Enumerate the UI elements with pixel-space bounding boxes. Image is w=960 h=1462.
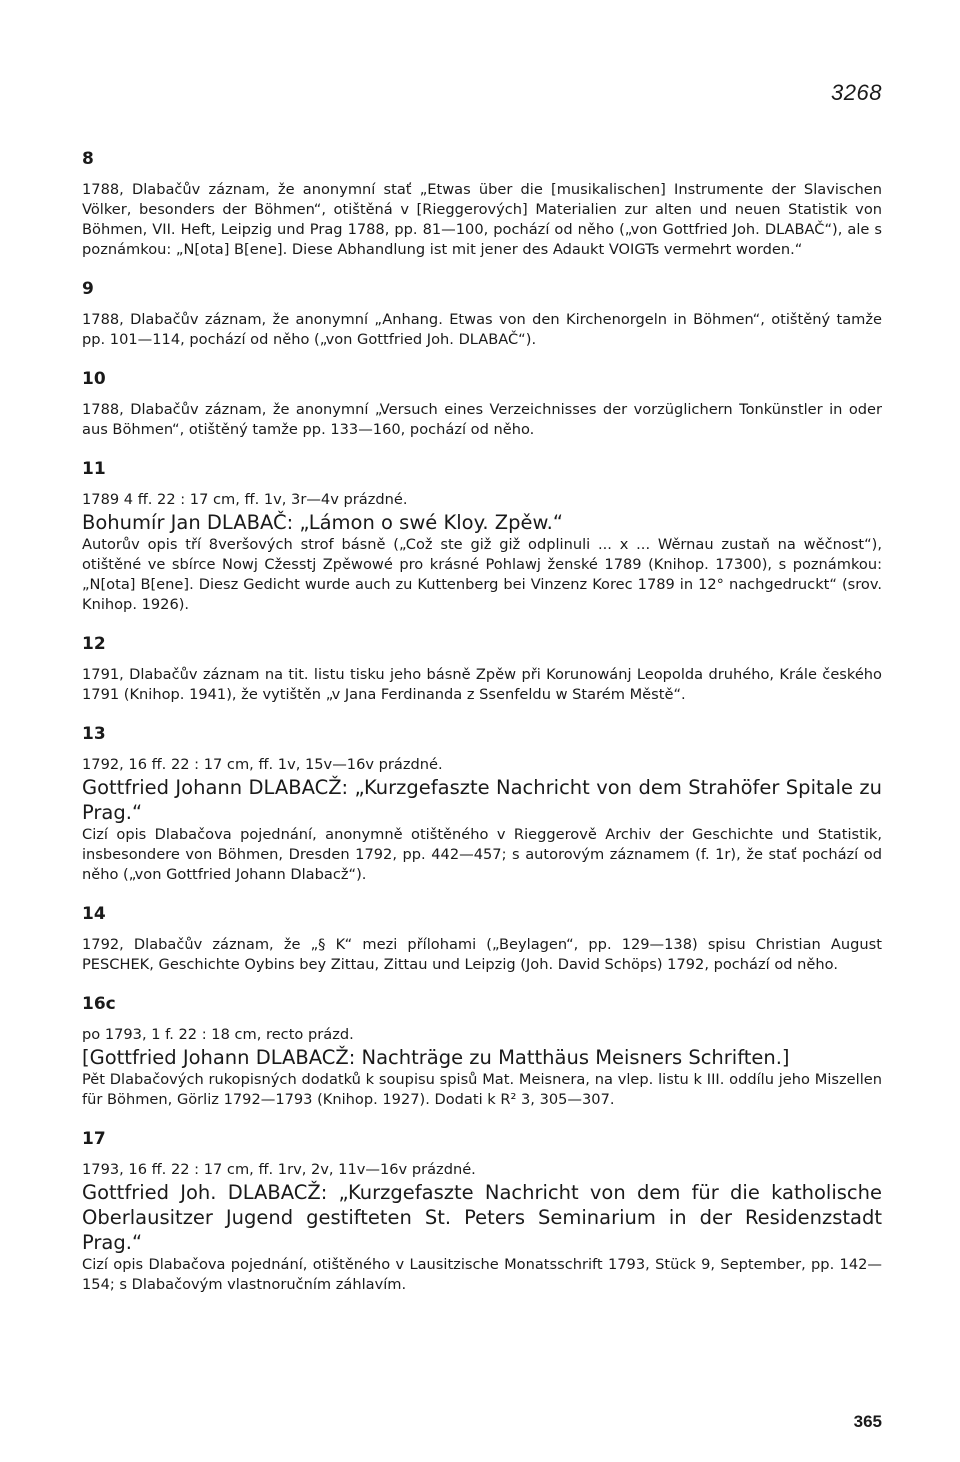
entry-description: Cizí opis Dlabačova pojednání, otištěného v Lausitzische Monatsschrift 1793, Stück 9, September, pp. 142—154; s Dlabačovým vlastnoručním záhlavím. <box>82 1256 882 1293</box>
page-number: 365 <box>853 1412 882 1431</box>
entry-number: 8 <box>82 149 94 169</box>
entry-12 <box>82 633 882 705</box>
entry-title: Gottfried Johann DLABACŽ: „Kurzgefaszte Nachricht von dem Strahöfer Spitale zu Prag.“ <box>82 776 882 824</box>
entry-meta: 1788, Dlabačův záznam, že anonymní „Anhang. Etwas von den Kirchenorgeln in Böhmen“, otištěný tamže pp. 101—114, pochází od něho („von Gottfried Joh. DLABAČ“). <box>82 311 882 348</box>
entry-number: 12 <box>82 634 106 654</box>
entry-title: Bohumír Jan DLABAČ: „Lámon o swé Kloy. Zpěw.“ <box>82 511 563 534</box>
entry-number: 17 <box>82 1129 106 1149</box>
entry-meta: 1791, Dlabačův záznam na tit. listu tisku jeho básně Zpěw při Korunowánj Leopolda druhého, Krále českého 1791 (Knihop. 1941), že vytištěn „v Jana Ferdinanda z Ssenfeldu w Starém Městě“. <box>82 666 882 703</box>
entries-list <box>82 148 882 1295</box>
catalog-number: 3268 <box>831 80 882 105</box>
entry-meta: 1793, 16 ff. 22 : 17 cm, ff. 1rv, 2v, 11v—16v prázdné. <box>82 1161 476 1178</box>
entry-11 <box>82 458 882 615</box>
entry-meta: po 1793, 1 f. 22 : 18 cm, recto prázd. <box>82 1026 354 1043</box>
entry-13 <box>82 723 882 885</box>
entry-title: Gottfried Joh. DLABACŽ: „Kurzgefaszte Nachricht von dem für die katholische Oberlausitzer Jugend gestifteten St. Peters Seminarium in der Residenzstadt Prag.“ <box>82 1181 882 1254</box>
entry-meta: 1792, Dlabačův záznam, že „§ K“ mezi přílohami („Beylagen“, pp. 129—138) spisu Christian August PESCHEK, Geschichte Oybins bey Zittau, Zittau und Leipzig (Joh. David Schöps) 1792, pochází od něho. <box>82 936 882 973</box>
entry-title: [Gottfried Johann DLABACŽ: Nachträge zu Matthäus Meisners Schriften.] <box>82 1046 790 1069</box>
entry-9 <box>82 278 882 350</box>
entry-16c <box>82 993 882 1110</box>
entry-description: Autorův opis tří 8veršových strof básně („Což ste giž giž odplinuli ... x ... Wěrnau zustaň na wěčnost“), otištěné ve sbírce Nowj Cžesstj Zpěwowé pro krásné Pohlawj ženské 1789 (Knihop. 17300), s poznámkou: „N[ota] B[ene]. Diesz Gedicht wurde auch zu Kuttenberg bei Vinzenz Korec 1789 in 12° nachgedruckt“ (srov. Knihop. 1926). <box>82 536 882 613</box>
entry-description: Cizí opis Dlabačova pojednání, anonymně otištěného v Rieggerově Archiv der Geschichte und Statistik, insbesondere von Böhmen, Dresden 1792, pp. 442—457; s autorovým záznamem (f. 1r), že stať pochází od něho („von Gottfried Johann Dlabacž“). <box>82 826 882 883</box>
entry-meta: 1789 4 ff. 22 : 17 cm, ff. 1v, 3r—4v prázdné. <box>82 491 408 508</box>
entry-meta: 1792, 16 ff. 22 : 17 cm, ff. 1v, 15v—16v prázdné. <box>82 756 443 773</box>
entry-meta: 1788, Dlabačův záznam, že anonymní stať „Etwas über die [musikalischen] Instrumente der Slavischen Völker, besonders der Böhmen“, otištěná v [Rieggerových] Materialien zur alten und neuen Statistik von Böhmen, VII. Heft, Leipzig und Prag 1788, pp. 81—100, pochází od něho („von Gottfried Joh. DLABAČ“), ale s poznámkou: „N[ota] B[ene]. Diese Abhandlung ist mit jener des Adaukt VOIGTs vermehrt worden.“ <box>82 181 882 258</box>
entry-number: 14 <box>82 904 106 924</box>
entry-number: 10 <box>82 369 106 389</box>
entry-description: Pět Dlabačových rukopisných dodatků k soupisu spisů Mat. Meisnera, na vlep. listu k III. oddílu jeho Miszellen für Böhmen, Görliz 1792—1793 (Knihop. 1927). Dodati k R² 3, 305—307. <box>82 1071 882 1108</box>
entry-number: 13 <box>82 724 106 744</box>
entry-number: 9 <box>82 279 94 299</box>
entry-14 <box>82 903 882 975</box>
entry-meta: 1788, Dlabačův záznam, že anonymní „Versuch eines Verzeichnisses der vorzüglichern Tonkünstler in oder aus Böhmen“, otištěný tamže pp. 133—160, pochází od něho. <box>82 401 882 438</box>
entry-8 <box>82 148 882 260</box>
entry-number: 16c <box>82 994 116 1014</box>
entry-10 <box>82 368 882 440</box>
entry-number: 11 <box>82 459 106 479</box>
entry-17 <box>82 1128 882 1295</box>
